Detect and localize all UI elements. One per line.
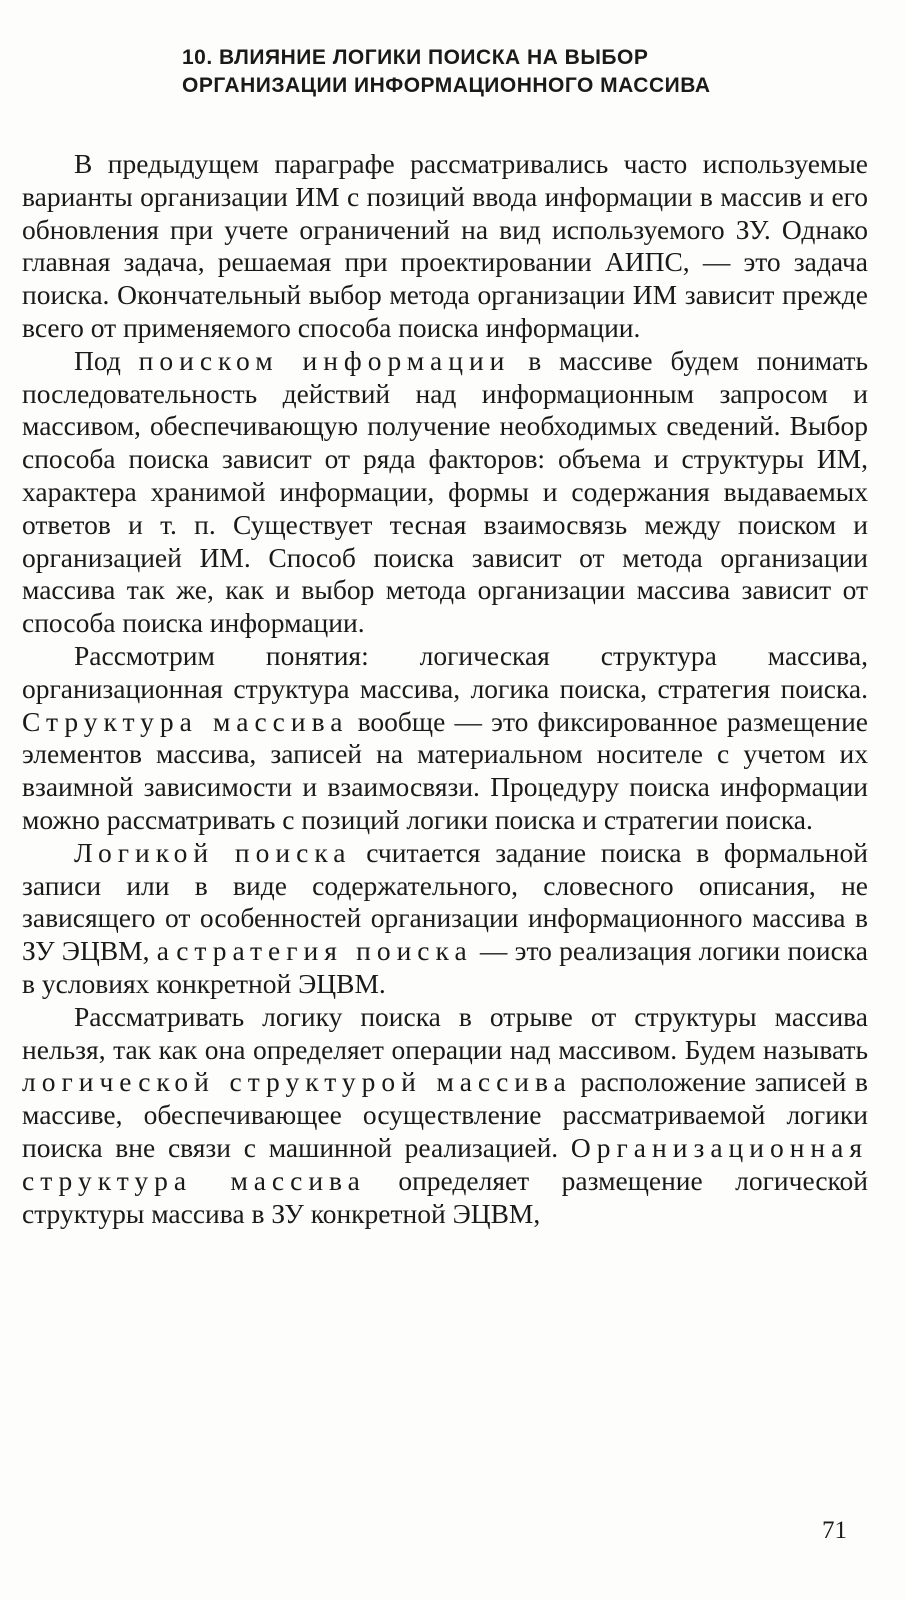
- paragraph-2-rest: в массиве будем понимать последовательность действий над информационным запросом и массивом, обеспечивающую получение необходимых сведений. Выбор способа поиска зависит от ряда факторов: объема и структуры ИМ, характера хранимой информации, формы и содержания выдаваемых ответов и т. п. Существует тесная взаимосвязь между поиском и организацией ИМ. Способ поиска зависит от метода организации массива так же, как и выбор метода организации массива зависит от способа поиска информации.: [22, 344, 869, 639]
- term-information-search: поиском информации: [138, 344, 511, 376]
- paragraph-5-middle: расположение записей в массиве, обеспечивающее осуществление рассматриваемой логики поиска вне связи с машинной реализацией.: [22, 1066, 868, 1163]
- paragraph-4: [22, 837, 868, 1001]
- term-logical-structure: логической структурой массива: [22, 1066, 572, 1098]
- term-organizational-structure: Организационная структура массива: [22, 1131, 868, 1196]
- paragraph-1: В предыдущем параграфе рассматривались часто используемые варианты организации ИМ с позиций ввода информации в массив и его обновления при учете ограничений на вид используемого ЗУ. Однако главная задача, решаемая при проектировании АИПС, — это задача поиска. Окончательный выбор метода организации ИМ зависит прежде всего от применяемого способа поиска информации.: [22, 148, 868, 343]
- term-array-structure: Структура массива: [22, 705, 349, 737]
- paragraph-5-rest: определяет размещение логической структуры массива в ЗУ конкретной ЭЦВМ,: [22, 1164, 868, 1229]
- paragraph-5-start: Рассматривать логику поиска в отрыве от структуры массива нельзя, так как она определяет операции над массивом. Будем называть: [22, 1000, 868, 1065]
- body-text: [22, 148, 868, 1230]
- paragraph-3-rest: вообще — это фиксированное размещение элементов массива, записей на материальном носителе с учетом их взаимной зависимости и взаимосвязи. Процедуру поиска информации можно рассматривать с позиций логики поиска и стратегии поиска.: [22, 705, 868, 835]
- paragraph-2-start: Под: [74, 344, 139, 376]
- paragraph-3-start: Рассмотрим понятия: логическая структура массива, организационная структура массива, логика поиска, стратегия поиска.: [22, 639, 868, 704]
- paragraph-4-middle: считается задание поиска в формальной записи или в виде содержательного, словесного описания, не зависящего от особенностей организации информационного массива в ЗУ ЭЦВМ, а: [22, 836, 868, 967]
- term-search-strategy: стратегия поиска: [176, 935, 473, 967]
- heading-line-2: ОРГАНИЗАЦИИ ИНФОРМАЦИОННОГО МАССИВА: [182, 74, 711, 97]
- paragraph-3: [22, 640, 868, 837]
- heading-line-1: 10. ВЛИЯНИЕ ЛОГИКИ ПОИСКА НА ВЫБОР: [182, 46, 649, 69]
- section-heading: [150, 44, 850, 100]
- paragraph-5: [22, 1001, 868, 1231]
- page-number: 71: [822, 1517, 847, 1544]
- paragraph-4-rest: — это реализация логики поиска в условиях конкретной ЭЦВМ.: [22, 935, 869, 999]
- paragraph-2: [22, 345, 868, 640]
- term-search-logic: Логикой поиска: [74, 836, 352, 868]
